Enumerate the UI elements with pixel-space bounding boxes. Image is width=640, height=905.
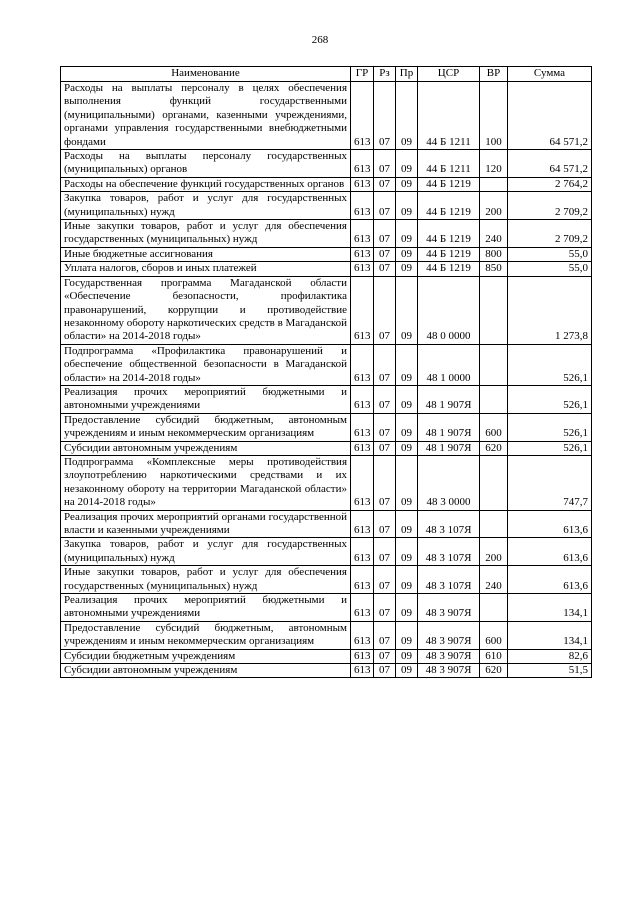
cell-vr: 200 [480,538,508,566]
table-body [61,82,592,678]
cell-sum: 134,1 [508,594,592,622]
table-row [61,649,592,663]
cell-gr: 613 [351,413,374,441]
cell-sum: 747,7 [508,455,592,510]
cell-rz: 07 [374,82,396,150]
cell-pr: 09 [396,538,418,566]
cell-name: Закупка товаров, работ и услуг для государственных (муниципальных) нужд [61,538,351,566]
cell-pr: 09 [396,82,418,150]
column-header-csr: ЦСР [418,67,480,82]
table-row [61,621,592,649]
cell-gr: 613 [351,150,374,178]
cell-vr: 600 [480,413,508,441]
cell-csr: 44 Б 1211 [418,150,480,178]
cell-rz: 07 [374,192,396,220]
cell-name: Расходы на обеспечение функций государственных органов [61,177,351,191]
cell-vr [480,385,508,413]
cell-gr: 613 [351,649,374,663]
cell-vr: 600 [480,621,508,649]
cell-vr [480,344,508,385]
cell-name: Субсидии автономным учреждениям [61,441,351,455]
cell-sum: 613,6 [508,538,592,566]
cell-name: Субсидии бюджетным учреждениям [61,649,351,663]
cell-gr: 613 [351,247,374,261]
cell-rz: 07 [374,621,396,649]
cell-pr: 09 [396,344,418,385]
cell-gr: 613 [351,510,374,538]
table-row [61,538,592,566]
cell-name: Подпрограмма «Комплексные меры противодействия злоупотреблению наркотическими средствами и их незаконному обороту на территории Магаданской области» на 2014-2018 годы» [61,455,351,510]
cell-gr: 613 [351,220,374,248]
cell-pr: 09 [396,621,418,649]
table-row [61,455,592,510]
cell-csr: 48 1 907Я [418,441,480,455]
cell-vr [480,594,508,622]
cell-csr: 44 Б 1219 [418,220,480,248]
cell-csr: 44 Б 1211 [418,82,480,150]
cell-pr: 09 [396,649,418,663]
cell-name: Реализация прочих мероприятий органами государственной власти и казенными учреждениями [61,510,351,538]
table-row [61,192,592,220]
cell-rz: 07 [374,247,396,261]
table-row [61,594,592,622]
cell-sum: 134,1 [508,621,592,649]
cell-rz: 07 [374,566,396,594]
cell-name: Реализация прочих мероприятий бюджетными и автономными учреждениями [61,385,351,413]
cell-name: Субсидии автономным учреждениям [61,664,351,678]
cell-vr: 100 [480,82,508,150]
cell-gr: 613 [351,621,374,649]
cell-name: Иные бюджетные ассигнования [61,247,351,261]
table-row [61,276,592,344]
cell-pr: 09 [396,664,418,678]
cell-gr: 613 [351,344,374,385]
cell-gr: 613 [351,538,374,566]
cell-sum: 2 709,2 [508,192,592,220]
cell-csr: 44 Б 1219 [418,192,480,220]
cell-csr: 48 1 907Я [418,413,480,441]
cell-name: Иные закупки товаров, работ и услуг для обеспечения государственных (муниципальных) нужд [61,566,351,594]
table-row [61,262,592,276]
cell-gr: 613 [351,664,374,678]
cell-rz: 07 [374,177,396,191]
cell-vr: 240 [480,220,508,248]
cell-name: Предоставление субсидий бюджетным, автономным учреждениям и иным некоммерческим организациям [61,413,351,441]
table-row [61,664,592,678]
cell-name: Государственная программа Магаданской области «Обеспечение безопасности, профилактика правонарушений, коррупции и противодействие незаконному обороту наркотических средств в Магаданской области» на 2014-2018 годы» [61,276,351,344]
table-row [61,220,592,248]
cell-rz: 07 [374,538,396,566]
cell-name: Иные закупки товаров, работ и услуг для обеспечения государственных (муниципальных) нужд [61,220,351,248]
cell-rz: 07 [374,441,396,455]
cell-gr: 613 [351,385,374,413]
cell-csr: 48 3 107Я [418,566,480,594]
cell-rz: 07 [374,385,396,413]
cell-name: Расходы на выплаты персоналу в целях обеспечения выполнения функций государственными (муниципальными) органами, казенными учреждениями, органами управления государственными внебюджетными фондами [61,82,351,150]
cell-vr: 620 [480,441,508,455]
cell-sum: 64 571,2 [508,150,592,178]
cell-pr: 09 [396,385,418,413]
cell-pr: 09 [396,192,418,220]
cell-csr: 44 Б 1219 [418,177,480,191]
cell-sum: 526,1 [508,385,592,413]
cell-sum: 51,5 [508,664,592,678]
cell-rz: 07 [374,344,396,385]
table-row [61,566,592,594]
cell-rz: 07 [374,510,396,538]
cell-pr: 09 [396,220,418,248]
column-header-vr: ВР [480,67,508,82]
cell-vr [480,177,508,191]
cell-gr: 613 [351,262,374,276]
cell-vr: 800 [480,247,508,261]
cell-vr [480,455,508,510]
cell-name: Уплата налогов, сборов и иных платежей [61,262,351,276]
cell-sum: 55,0 [508,247,592,261]
cell-vr: 120 [480,150,508,178]
table-row [61,177,592,191]
cell-sum: 82,6 [508,649,592,663]
cell-sum: 1 273,8 [508,276,592,344]
cell-sum: 526,1 [508,344,592,385]
cell-pr: 09 [396,177,418,191]
cell-gr: 613 [351,455,374,510]
cell-pr: 09 [396,247,418,261]
cell-csr: 48 3 907Я [418,649,480,663]
cell-pr: 09 [396,510,418,538]
cell-vr: 200 [480,192,508,220]
cell-csr: 48 1 0000 [418,344,480,385]
cell-vr [480,276,508,344]
column-header-pr: Пр [396,67,418,82]
cell-csr: 44 Б 1219 [418,247,480,261]
cell-gr: 613 [351,566,374,594]
cell-sum: 2 709,2 [508,220,592,248]
cell-sum: 613,6 [508,510,592,538]
cell-rz: 07 [374,262,396,276]
table-row [61,82,592,150]
cell-sum: 526,1 [508,441,592,455]
cell-vr: 240 [480,566,508,594]
column-header-gr: ГР [351,67,374,82]
table-row [61,413,592,441]
cell-csr: 48 3 107Я [418,510,480,538]
cell-vr: 610 [480,649,508,663]
table-row [61,441,592,455]
cell-csr: 48 3 907Я [418,621,480,649]
cell-pr: 09 [396,594,418,622]
cell-pr: 09 [396,413,418,441]
cell-sum: 64 571,2 [508,82,592,150]
cell-name: Закупка товаров, работ и услуг для государственных (муниципальных) нужд [61,192,351,220]
budget-table [60,66,592,678]
cell-vr: 850 [480,262,508,276]
cell-csr: 48 1 907Я [418,385,480,413]
cell-sum: 2 764,2 [508,177,592,191]
cell-gr: 613 [351,276,374,344]
cell-csr: 48 3 107Я [418,538,480,566]
cell-name: Реализация прочих мероприятий бюджетными и автономными учреждениями [61,594,351,622]
cell-gr: 613 [351,177,374,191]
cell-pr: 09 [396,262,418,276]
cell-rz: 07 [374,413,396,441]
cell-gr: 613 [351,594,374,622]
table-row [61,385,592,413]
cell-name: Подпрограмма «Профилактика правонарушений и обеспечение общественной безопасности в Магаданской области» на 2014-2018 годы» [61,344,351,385]
cell-vr: 620 [480,664,508,678]
table-header-row [61,67,592,82]
cell-rz: 07 [374,664,396,678]
cell-rz: 07 [374,150,396,178]
column-header-name: Наименование [61,67,351,82]
cell-sum: 613,6 [508,566,592,594]
column-header-sum: Сумма [508,67,592,82]
cell-csr: 48 3 907Я [418,594,480,622]
cell-pr: 09 [396,441,418,455]
cell-pr: 09 [396,566,418,594]
cell-sum: 55,0 [508,262,592,276]
cell-gr: 613 [351,192,374,220]
cell-rz: 07 [374,220,396,248]
cell-name: Предоставление субсидий бюджетным, автономным учреждениям и иным некоммерческим организациям [61,621,351,649]
cell-csr: 48 3 0000 [418,455,480,510]
table-row [61,510,592,538]
cell-pr: 09 [396,150,418,178]
cell-rz: 07 [374,649,396,663]
cell-vr [480,510,508,538]
cell-rz: 07 [374,276,396,344]
cell-name: Расходы на выплаты персоналу государственных (муниципальных) органов [61,150,351,178]
cell-rz: 07 [374,594,396,622]
table-row [61,344,592,385]
cell-pr: 09 [396,276,418,344]
table-row [61,247,592,261]
cell-csr: 48 3 907Я [418,664,480,678]
page-number: 268 [311,34,329,46]
cell-pr: 09 [396,455,418,510]
cell-gr: 613 [351,441,374,455]
cell-csr: 44 Б 1219 [418,262,480,276]
cell-sum: 526,1 [508,413,592,441]
cell-csr: 48 0 0000 [418,276,480,344]
column-header-rz: Рз [374,67,396,82]
table-row [61,150,592,178]
cell-rz: 07 [374,455,396,510]
cell-gr: 613 [351,82,374,150]
